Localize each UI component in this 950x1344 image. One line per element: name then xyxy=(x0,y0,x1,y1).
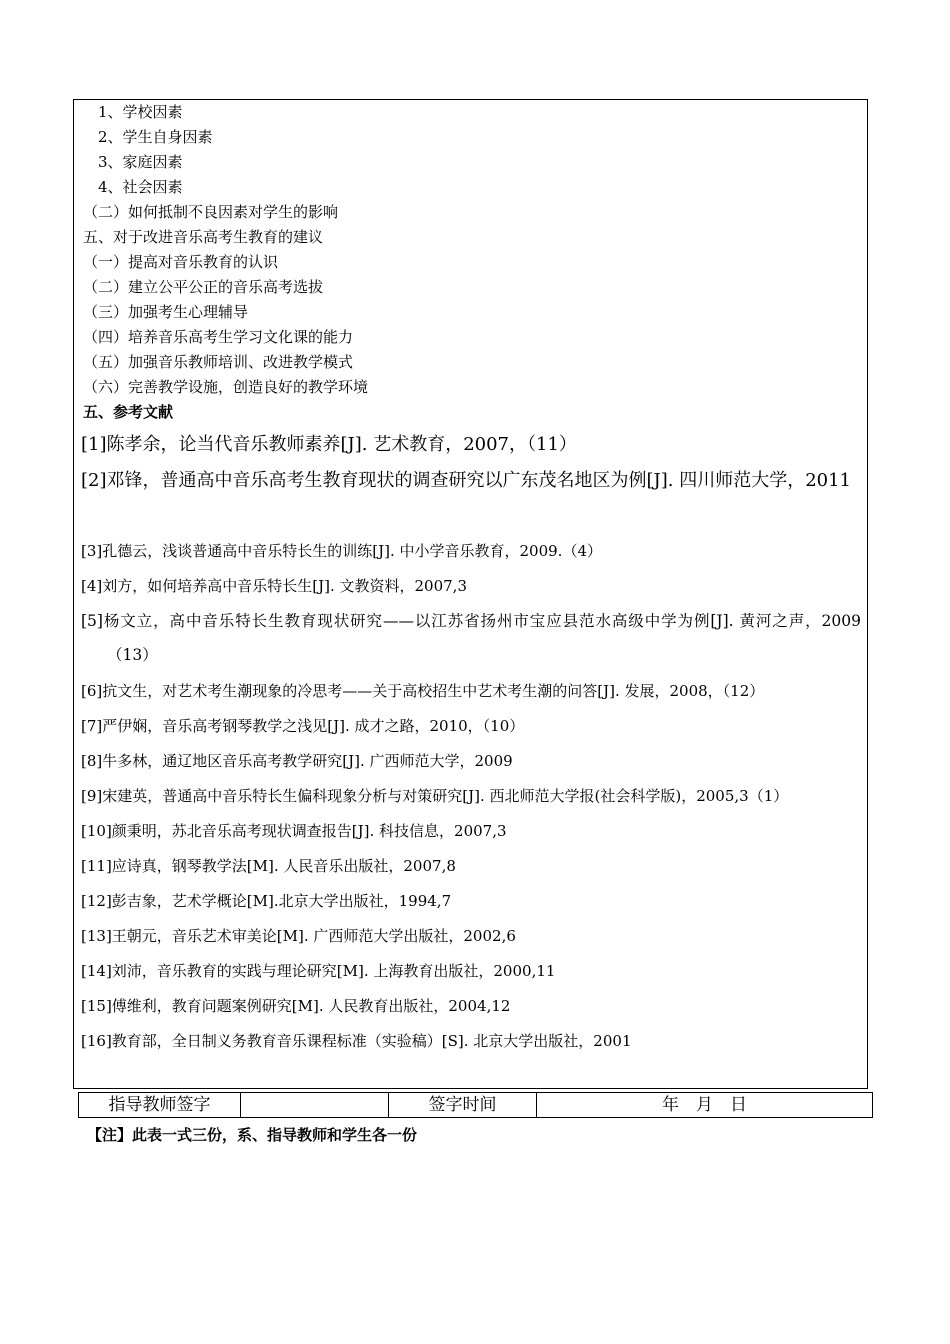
outline-item: （三）加强考生心理辅导 xyxy=(83,303,249,321)
outline-item: 3、家庭因素 xyxy=(98,153,183,171)
reference-item xyxy=(81,464,861,498)
reference-item: [14]刘沛，音乐教育的实践与理论研究[M]. 上海教育出版社，2000,11 xyxy=(81,962,556,980)
outline-item: （一）提高对音乐教育的认识 xyxy=(83,253,279,271)
reference-text: [5]杨文立，高中音乐特长生教育现状研究——以江苏省扬州市宝应县范水高级中学为例[J]. 黄河之声，2009（13） xyxy=(81,612,861,664)
reference-item: [15]傅维利，教育问题案例研究[M]. 人民教育出版社，2004,12 xyxy=(81,997,511,1015)
outline-item: 2、学生自身因素 xyxy=(98,128,213,146)
signature-table xyxy=(78,1092,873,1118)
reference-item xyxy=(81,604,861,672)
reference-item: [8]牛多林，通辽地区音乐高考教学研究[J]. 广西师范大学，2009 xyxy=(81,752,513,770)
reference-item: [7]严伊娴，音乐高考钢琴教学之浅见[J]. 成才之路，2010，（10） xyxy=(81,717,525,735)
reference-item: [1]陈孝余，论当代音乐教师素养[J]. 艺术教育，2007，（11） xyxy=(81,434,577,455)
reference-item: [9]宋建英，普通高中音乐特长生偏科现象分析与对策研究[J]. 西北师范大学报(社会科学版)，2005,3（1） xyxy=(81,787,789,805)
outline-item: （二）如何抵制不良因素对学生的影响 xyxy=(83,203,339,221)
outline-item: （六）完善教学设施，创造良好的教学环境 xyxy=(83,378,369,396)
reference-item: [13]王朝元，音乐艺术审美论[M]. 广西师范大学出版社，2002,6 xyxy=(81,927,516,945)
outline-item: 五、对于改进音乐高考生教育的建议 xyxy=(83,228,324,246)
teacher-signature-label: 指导教师签字 xyxy=(79,1093,241,1118)
signature-time-label: 签字时间 xyxy=(389,1093,537,1118)
reference-item: [12]彭吉象，艺术学概论[M].北京大学出版社，1994,7 xyxy=(81,892,452,910)
outline-item: 1、学校因素 xyxy=(98,103,183,121)
reference-item: [6]抗文生，对艺术考生潮现象的冷思考——关于高校招生中艺术考生潮的问答[J]. 发展，2008，（12） xyxy=(81,682,765,700)
reference-item: [10]颜秉明，苏北音乐高考现状调查报告[J]. 科技信息，2007,3 xyxy=(81,822,507,840)
reference-item: [16]教育部，全日制义务教育音乐课程标准（实验稿）[S]. 北京大学出版社，2001 xyxy=(81,1032,632,1050)
outline-item: （四）培养音乐高考生学习文化课的能力 xyxy=(83,328,354,346)
teacher-signature-field[interactable] xyxy=(241,1093,389,1118)
references-heading: 五、参考文献 xyxy=(83,403,174,421)
reference-item: [11]应诗真，钢琴教学法[M]. 人民音乐出版社，2007,8 xyxy=(81,857,456,875)
outline-item: （五）加强音乐教师培训、改进教学模式 xyxy=(83,353,354,371)
outline-item: （二）建立公平公正的音乐高考选拔 xyxy=(83,278,324,296)
reference-text: [2]邓锋，普通高中音乐高考生教育现状的调查研究以广东茂名地区为例[J]. 四川师范大学，2011 xyxy=(81,470,852,491)
reference-item: [4]刘方，如何培养高中音乐特长生[J]. 文教资料，2007,3 xyxy=(81,577,467,595)
signature-row xyxy=(79,1093,873,1118)
footnote: 【注】此表一式三份，系、指导教师和学生各一份 xyxy=(87,1126,418,1144)
signature-date-field[interactable]: 年 月 日 xyxy=(537,1093,873,1118)
outline-item: 4、社会因素 xyxy=(98,178,183,196)
reference-item: [3]孔德云，浅谈普通高中音乐特长生的训练[J]. 中小学音乐教育，2009.（4） xyxy=(81,542,602,560)
